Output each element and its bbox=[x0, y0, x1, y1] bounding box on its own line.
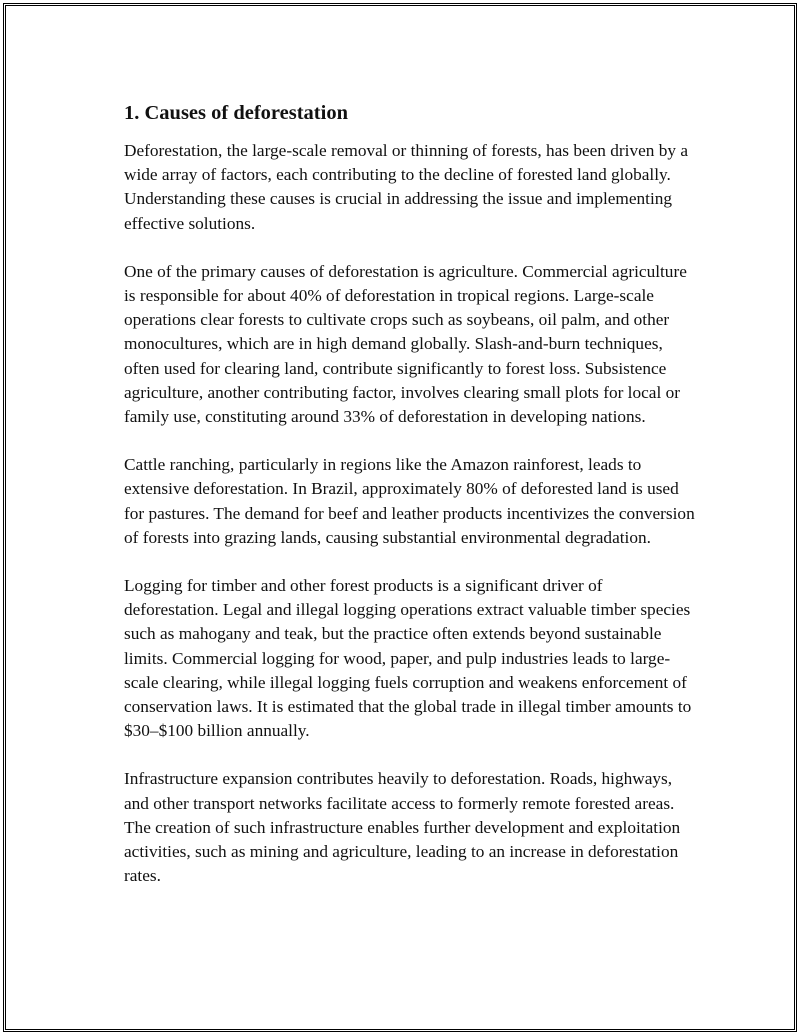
paragraph-infrastructure: Infrastructure expansion contributes heavily to deforestation. Roads, highways, and other transport networks facilitate access to formerly remote forested areas. The creation of such infrastructure enables further development and exploitation activities, such as mining and agriculture, leading to an increase in deforestation rates. bbox=[124, 769, 681, 886]
paragraph-agriculture: One of the primary causes of deforestation is agriculture. Commercial agriculture is responsible for about 40% of deforestation in tropical regions. Large-scale operations clear forests to cultivate crops such as soybeans, oil palm, and other monocultures, which are in high demand globally. Slash-and-burn techniques, often used for clearing land, contribute significantly to forest loss. Subsistence agriculture, another contributing factor, involves clearing small plots for local or family use, constituting around 33% of deforestation in developing nations. bbox=[124, 261, 687, 427]
paragraph-cattle-ranching: Cattle ranching, particularly in regions like the Amazon rainforest, leads to extensive deforestation. In Brazil, approximately 80% of deforested land is used for pastures. The demand for beef and leather products incentivizes the conversion of forests into grazing lands, causing substantial environmental degradation. bbox=[124, 455, 695, 547]
paragraph-intro: Deforestation, the large-scale removal or thinning of forests, has been driven by a wide array of factors, each contributing to the decline of forested land globally. Understanding these causes is crucial in addressing the issue and implementing effective solutions. bbox=[124, 141, 689, 233]
paragraph-logging: Logging for timber and other forest products is a significant driver of deforestation. Legal and illegal logging operations extract valuable timber species such as mahogany and teak, but the practice often extends beyond sustainable limits. Commercial logging for wood, paper, and pulp industries leads to large-scale clearing, while illegal logging fuels corruption and weakens enforcement of conservation laws. It is estimated that the global trade in illegal timber amounts to $30–$100 billion annually. bbox=[124, 576, 692, 741]
page-frame bbox=[3, 3, 797, 1032]
section-heading: 1. Causes of deforestation bbox=[124, 102, 348, 124]
document-body bbox=[124, 99, 698, 912]
